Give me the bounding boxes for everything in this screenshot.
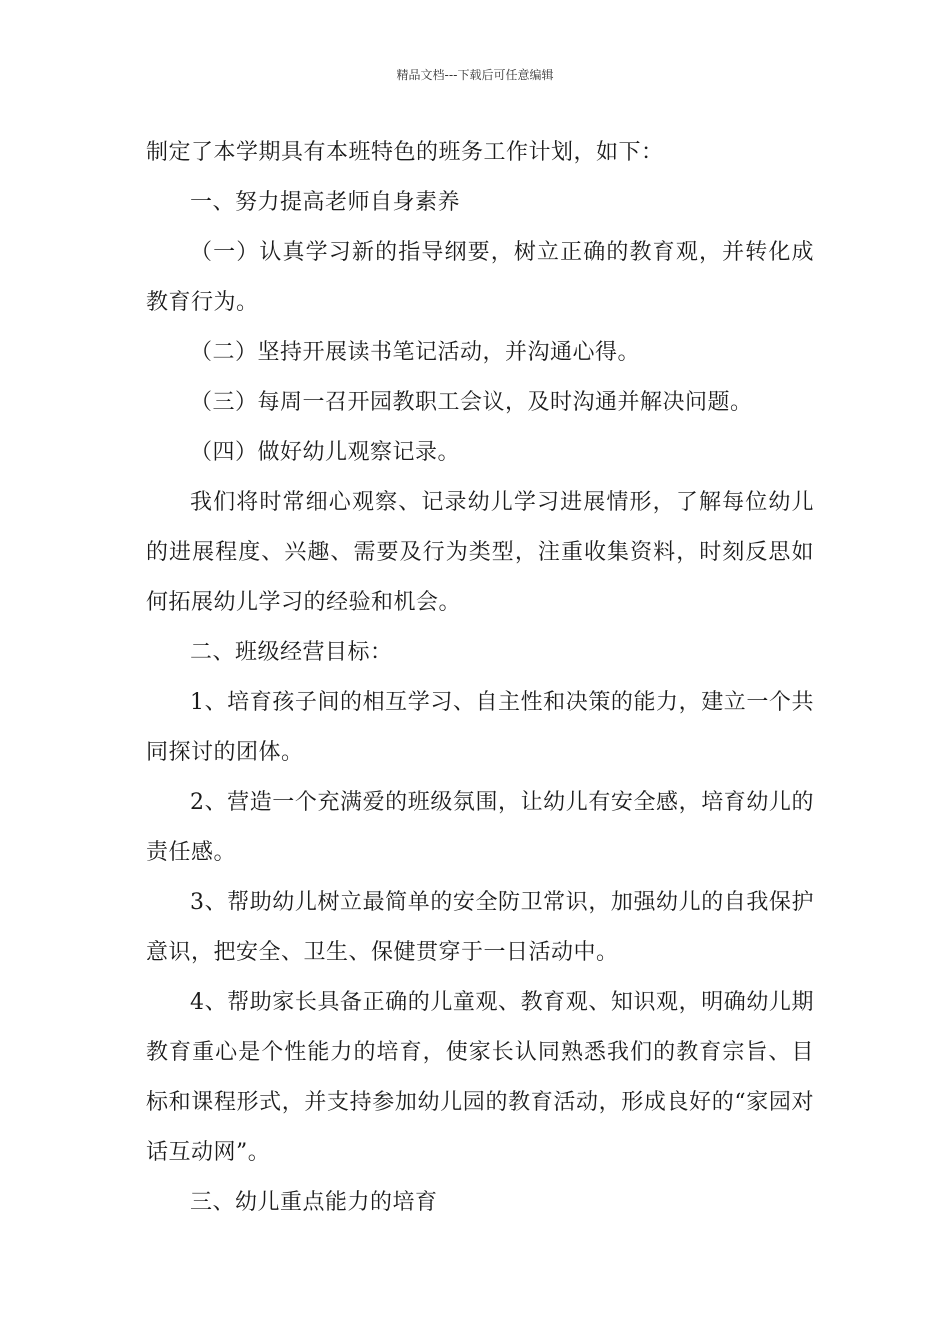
document-body [146, 128, 814, 1228]
heading-section-3: 三、幼儿重点能力的培育 [190, 1190, 438, 1215]
paragraph-goal-1: 1、培育孩子间的相互学习、自主性和决策的能力，建立一个共同探讨的团体。 [146, 690, 814, 765]
paragraph-item-2: （二）坚持开展读书笔记活动，并沟通心得。 [190, 340, 641, 365]
paragraph-goal-3: 3、帮助幼儿树立最简单的安全防卫常识，加强幼儿的自我保护意识，把安全、卫生、保健贯穿于一日活动中。 [146, 890, 814, 965]
paragraph-observation: 我们将时常细心观察、记录幼儿学习进展情形，了解每位幼儿的进展程度、兴趣、需要及行为类型，注重收集资料，时刻反思如何拓展幼儿学习的经验和机会。 [146, 490, 814, 615]
paragraph-goal-4: 4、帮助家长具备正确的儿童观、教育观、知识观，明确幼儿期教育重心是个性能力的培育，使家长认同熟悉我们的教育宗旨、目标和课程形式，并支持参加幼儿园的教育活动，形成良好的“家园对话互动网”。 [146, 990, 814, 1165]
page-header: 精品文档---下载后可任意编辑 [396, 68, 554, 82]
paragraph-item-1: （一）认真学习新的指导纲要，树立正确的教育观，并转化成教育行为。 [146, 240, 814, 315]
paragraph-item-4: （四）做好幼儿观察记录。 [190, 440, 461, 465]
paragraph-intro: 制定了本学期具有本班特色的班务工作计划，如下： [146, 140, 664, 165]
heading-section-2: 二、班级经营目标： [190, 640, 393, 665]
paragraph-item-3: （三）每周一召开园教职工会议，及时沟通并解决问题。 [190, 390, 753, 415]
heading-section-1: 一、努力提高老师自身素养 [190, 190, 461, 215]
paragraph-goal-2: 2、营造一个充满爱的班级氛围，让幼儿有安全感，培育幼儿的责任感。 [146, 790, 814, 865]
